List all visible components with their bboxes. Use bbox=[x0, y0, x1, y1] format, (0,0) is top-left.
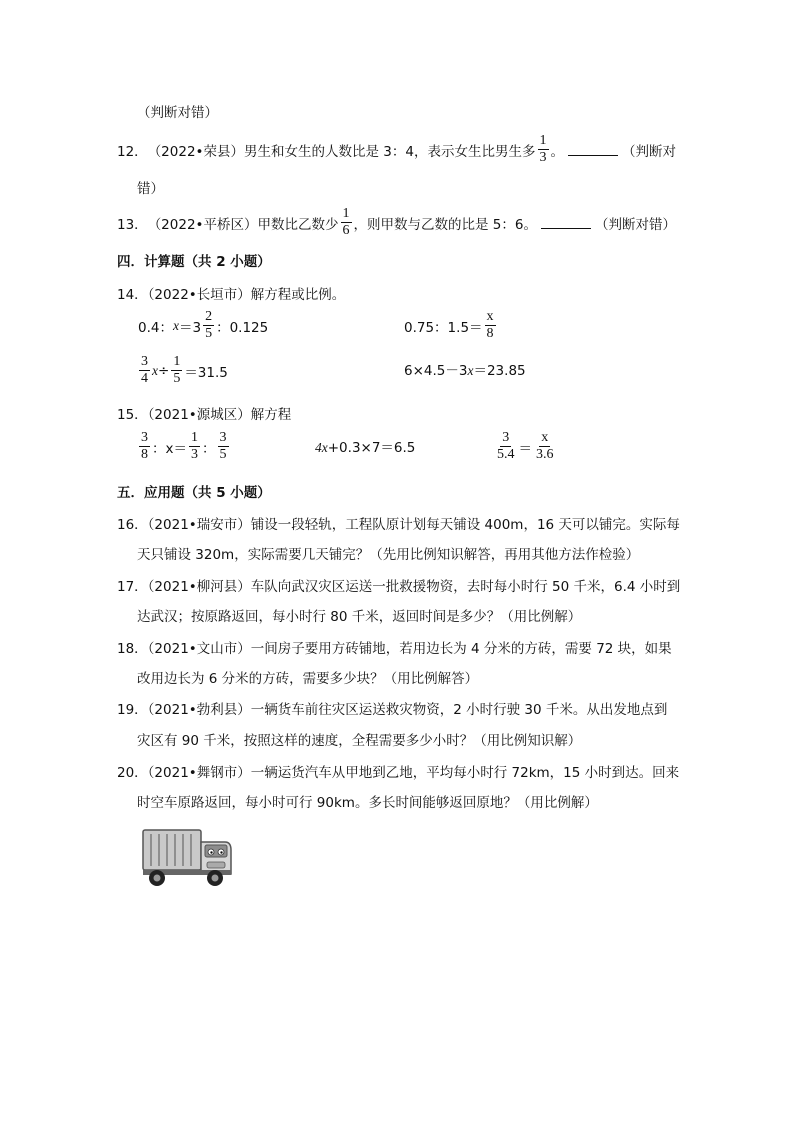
q13-text-b: ，则甲数与乙数的比是 5：6。 bbox=[353, 216, 537, 233]
q17-line-2: 达武汉；按原路返回，每小时行 80 千米，返回时间是多少？（用比例解） bbox=[137, 609, 582, 625]
q14-equation-1: 0.4： x ＝3 $\frac{2}{5}$ ：0.125 bbox=[138, 309, 269, 341]
q12-text-a: 男生和女生的人数比是 3：4，表示女生比男生多 bbox=[244, 143, 536, 160]
q15-number: 15． bbox=[117, 407, 148, 423]
q14-equation-3: $\frac{3}{4}$ x ÷ $\frac{1}{5}$ ＝31.5 bbox=[141, 354, 228, 386]
section-5-heading: 五．应用题（共 5 小题） bbox=[117, 485, 271, 501]
q12-answer-blank[interactable] bbox=[568, 143, 618, 156]
q18-line-1: 18．（2021•文山市）一间房子要用方砖铺地，若用边长为 4 分米的方砖，需要 72 块，如果 bbox=[117, 641, 672, 657]
section-4-heading: 四．计算题（共 2 小题） bbox=[117, 254, 271, 270]
question-14 bbox=[117, 283, 345, 303]
q12-tail: （判断对 bbox=[622, 143, 676, 160]
q13-tail: （判断对错） bbox=[595, 216, 676, 233]
q12-tail2: 错） bbox=[137, 181, 164, 197]
q11-tail: （判断对错） bbox=[137, 105, 218, 121]
q13-number: 13． bbox=[117, 216, 148, 233]
q14-source: （2022•长垣市） bbox=[147, 287, 251, 303]
q13-source: （2022•平桥区） bbox=[147, 216, 258, 233]
q20-line-1: 20．（2021•舞钢市）一辆运货汽车从甲地到乙地，平均每小时行 72km，15 小时到达。回来 bbox=[117, 765, 680, 781]
question-13 bbox=[117, 207, 676, 238]
q15-source: （2021•源城区） bbox=[147, 407, 251, 423]
q16-line-2: 天只铺设 320m，实际需要几天铺完？（先用比例知识解答，再用其他方法作检验） bbox=[137, 547, 640, 563]
q13-answer-blank[interactable] bbox=[541, 216, 591, 229]
q15-equation-1: $\frac{3}{8}$ ：x＝ $\frac{1}{3}$ ： $\frac{3}{5}$ bbox=[141, 430, 227, 462]
truck-illustration bbox=[141, 824, 235, 888]
q14-equation-4: 6×4.5－3x＝23.85 bbox=[404, 363, 526, 379]
q15-text: 解方程 bbox=[250, 407, 292, 423]
q19-line-2: 灾区有 90 千米，按照这样的速度，全程需要多少小时？（用比例知识解） bbox=[137, 733, 582, 749]
q14-equation-2: 0.75：1.5＝ $\frac{x}{8}$ bbox=[404, 309, 494, 341]
q14-text: 解方程或比例。 bbox=[250, 287, 346, 303]
q12-text-b: 。 bbox=[550, 143, 564, 160]
q13-text-a: 甲数比乙数少 bbox=[257, 216, 339, 233]
q12-fraction: $\frac{1}{3}$ bbox=[539, 133, 547, 165]
q20-line-2: 时空车原路返回，每小时可行 90km。多长时间能够返回原地？（用比例解） bbox=[137, 795, 598, 811]
question-15 bbox=[117, 403, 291, 423]
q17-line-1: 17．（2021•柳河县）车队向武汉灾区运送一批救援物资，去时每小时行 50 千米，6.4 小时到 bbox=[117, 579, 681, 595]
question-12 bbox=[117, 134, 676, 165]
q12-source: （2022•荣县） bbox=[147, 143, 245, 160]
q15-equation-3: $\frac{3}{5.4}$ ＝ $\frac{x}{3.6}$ bbox=[497, 430, 554, 462]
q12-number: 12． bbox=[117, 143, 148, 160]
q13-fraction: $\frac{1}{6}$ bbox=[342, 206, 350, 238]
q18-line-2: 改用边长为 6 分米的方砖，需要多少块？（用比例解答） bbox=[137, 671, 479, 687]
q16-line-1: 16．（2021•瑞安市）铺设一段轻轨，工程队原计划每天铺设 400m，16 天可以铺完。实际每 bbox=[117, 517, 680, 533]
q19-line-1: 19．（2021•勃利县）一辆货车前往灾区运送救灾物资，2 小时行驶 30 千米。从出发地点到 bbox=[117, 702, 668, 718]
q15-equation-2: 4x+0.3×7＝6.5 bbox=[315, 440, 416, 456]
q14-number: 14． bbox=[117, 287, 148, 303]
